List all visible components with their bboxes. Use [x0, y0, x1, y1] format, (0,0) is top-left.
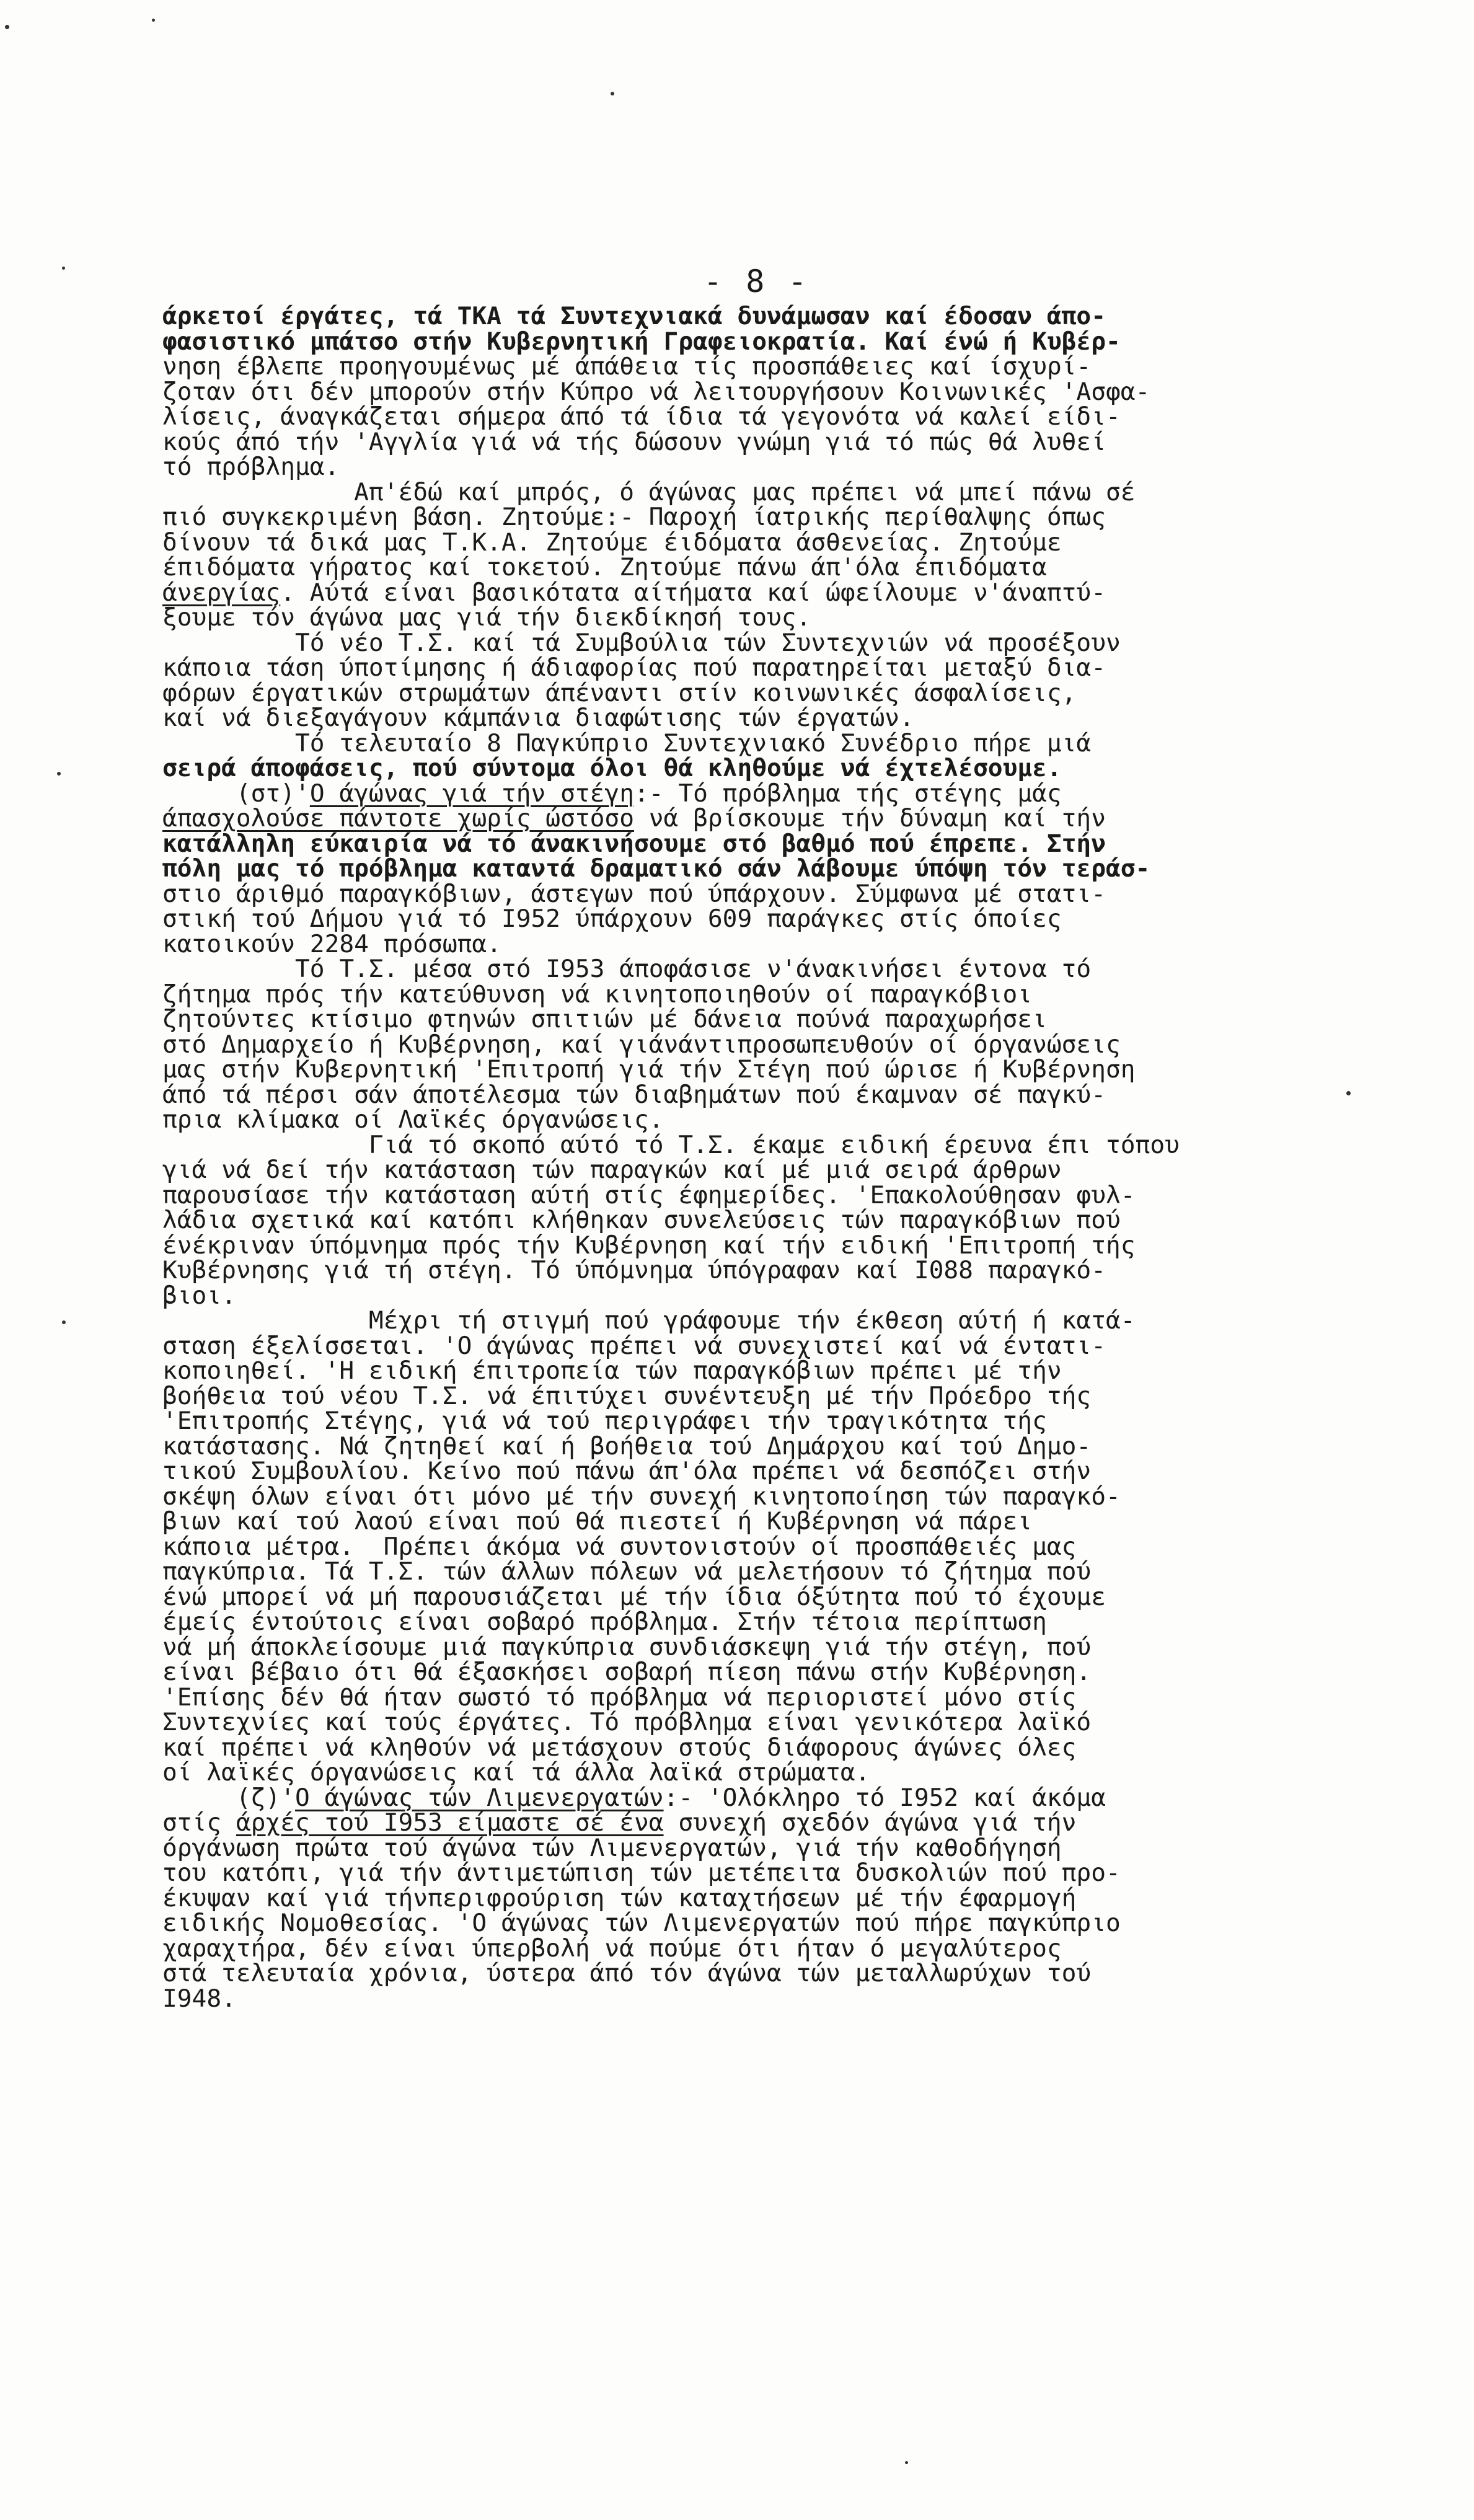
text-line: [162, 1431, 1427, 1461]
text-line: [162, 957, 1427, 982]
text-line: [162, 1057, 1427, 1082]
text-segment: σκέψη όλων είναι ότι μόνο μέ τήν συνεχή κινητοποίηση τών παραγκό-: [162, 1482, 1121, 1511]
text-line: [162, 1660, 1427, 1685]
text-line: [162, 580, 1427, 606]
text-segment: στίς: [162, 1808, 236, 1837]
text-segment: άρχές τού Ι953 είμαστε σέ ένα: [236, 1808, 664, 1837]
text-segment: συνεχή σχεδόν άγώνα γιά τήν: [663, 1808, 1077, 1837]
text-line: [162, 1381, 1427, 1410]
text-segment: :- Τό πρόβλημα τής στέγης μάς: [634, 779, 1062, 808]
text-segment: Ο άγώνας γιά τήν στέγη: [309, 779, 634, 808]
text-segment: έμείς έντούτοις είναι σοβαρό πρόβλημα. Στήν τέτοια περίπτωση: [162, 1607, 1047, 1636]
text-segment: . Αύτά είναι βασικότατα αίτήματα καί ώφείλουμε ν'άναπτύ-: [280, 578, 1106, 607]
text-segment: νά βρίσκουμε τήν δύναμη καί τήν: [634, 804, 1106, 833]
text-line: [162, 856, 1427, 882]
text-line: [162, 1936, 1427, 1961]
scan-speck: [62, 267, 65, 270]
text-line: [162, 1358, 1427, 1384]
text-segment: πόλη μας τό πρόβλημα καταντά δραματικό σάν λάβουμε ύπόψη τόν τεράσ-: [162, 854, 1150, 883]
text-segment: ξουμε τόν άγώνα μας γιά τήν διεκδίκησή τους.: [162, 603, 811, 632]
text-line: [162, 1833, 1427, 1862]
text-segment: βοήθεια τού νέου Τ.Σ. νά έπιτύχει συνέντευξη μέ τήν Πρόεδρο τής: [162, 1381, 1092, 1410]
text-line: [162, 655, 1427, 681]
text-segment: στό Δημαρχείο ή Κυβέρνηση, καί γιάνάντιπροσωπευθούν οί όργανώσεις: [162, 1030, 1121, 1059]
text-line: [162, 831, 1427, 857]
text-segment: Ο άγώνας τών Λιμενεργατών: [295, 1783, 664, 1812]
text-line: [162, 1208, 1427, 1233]
text-line: [162, 1986, 1427, 2012]
text-segment: Απ'έδώ καί μπρός, ό άγώνας μας πρέπει νά μπεί πάνω σέ: [162, 477, 1136, 506]
text-line: [162, 1860, 1427, 1886]
text-line: [162, 1810, 1427, 1836]
text-segment: παρουσίασε τήν κατάσταση αύτή στίς έφημερίδες. 'Επακολούθησαν φυλ-: [162, 1180, 1136, 1209]
text-segment: άρκετοί έργάτες, τά ΤΚΑ τά Συντεχνιακά δυνάμωσαν καί έδοσαν άπο-: [162, 302, 1106, 330]
text-line: [162, 1484, 1427, 1510]
scan-speck: [611, 92, 614, 95]
text-line: [162, 1459, 1427, 1484]
text-segment: λάδια σχετικά καί κατόπι κλήθηκαν συνελεύσεις τών παραγκόβιων πού: [162, 1206, 1121, 1234]
text-line: [162, 1961, 1427, 1986]
text-segment: Τό Τ.Σ. μέσα στό Ι953 άποφάσισε ν'άνακινήσει έντονα τό: [162, 955, 1092, 983]
text-line: [162, 454, 1427, 480]
text-segment: κούς άπό τήν 'Αγγλία γιά νά τής δώσουν γνώμη γιά τό πώς θά λυθεί: [162, 427, 1106, 456]
text-line: [162, 304, 1427, 329]
text-segment: ζητούντες κτίσιμο φτηνών σπιτιών μέ δάνεια πούνά παραχωρήσει: [162, 1005, 1047, 1033]
text-segment: κοποιηθεί. 'Η ειδική έπιτροπεία τών παραγκόβιων πρέπει μέ τήν: [162, 1356, 1062, 1385]
text-line: [162, 781, 1427, 807]
text-segment: 'Επιτροπής Στέγης, γιά νά τού περιγράφει τήν τραγικότητα τής: [162, 1407, 1047, 1435]
scan-speck: [5, 25, 9, 29]
text-segment: Τό νέο Τ.Σ. καί τά Συμβούλια τών Συντεχνιών νά προσέξουν: [162, 628, 1121, 657]
text-segment: ένώ μπορεί νά μή παρουσιάζεται μέ τήν ίδια όξύτητα πού τό έχουμε: [162, 1582, 1106, 1611]
text-segment: κάποια τάση ύποτίμησης ή άδιαφορίας πού παρατηρείται μεταξύ δια-: [162, 653, 1106, 682]
text-line: [162, 1559, 1427, 1585]
text-line: [162, 505, 1427, 530]
text-line: [162, 1157, 1427, 1183]
text-segment: παγκύπρια. Τά Τ.Σ. τών άλλων πόλεων νά μελετήσουν τό ζήτημα πού: [162, 1557, 1092, 1586]
text-segment: 'Επίσης δέν θά ήταν σωστό τό πρόβλημα νά περιοριστεί μόνο στίς: [162, 1682, 1077, 1712]
text-line: [162, 806, 1427, 831]
text-segment: ζήτημα πρός τήν κατεύθυνση νά κινητοποιηθούν οί παραγκόβιοι: [162, 979, 1033, 1009]
text-segment: Γιά τό σκοπό αύτό τό Τ.Σ. έκαμε ειδική έρευνα έπι τόπου: [162, 1130, 1180, 1159]
text-segment: νηση έβλεπε προηγουμένως μέ άπάθεια τίς προσπάθειες καί ίσχυρί-: [162, 352, 1092, 381]
text-line: [162, 1107, 1427, 1133]
text-line: [162, 1032, 1427, 1058]
text-line: [162, 1632, 1427, 1661]
text-segment: είναι βέβαιο ότι θά έξασκήσει σοβαρή πίεση πάνω στήν Κυβέρνηση.: [162, 1658, 1092, 1686]
text-line: [162, 354, 1427, 379]
text-line: [162, 1883, 1427, 1912]
scan-speck: [62, 1320, 66, 1324]
text-line: [162, 530, 1427, 555]
text-segment: βιων καί τού λαού είναι πού θά πιεστεί ή Κυβέρνηση νά πάρει: [162, 1507, 1033, 1536]
text-line: [162, 329, 1427, 355]
text-segment: (ζ)': [162, 1783, 296, 1812]
text-line: [162, 705, 1427, 731]
text-line: [162, 678, 1427, 707]
text-line: [162, 1534, 1427, 1560]
text-line: [162, 756, 1427, 781]
text-segment: άνεργίας: [162, 578, 281, 607]
scan-speck: [905, 2461, 908, 2464]
text-segment: έπιδόματα γήρατος καί τοκετού. Ζητούμε πάνω άπ'όλα έπιδόματα: [162, 553, 1047, 581]
text-segment: κατοικούν 2284 πρόσωπα.: [162, 929, 501, 958]
text-line: [162, 1082, 1427, 1108]
scan-speck: [1346, 1091, 1351, 1095]
text-line: [162, 1682, 1427, 1712]
text-segment: :- 'Ολόκληρο τό Ι952 καί άκόμα: [663, 1783, 1106, 1812]
text-segment: άπό τά πέρσι σάν άποτέλεσμα τών διαβημάτων πού έκαμναν σέ παγκύ-: [162, 1080, 1106, 1109]
text-line: [162, 728, 1427, 758]
text-segment: ένέκριναν ύπόμνημα πρός τήν Κυβέρνηση καί τήν ειδική 'Επιτροπή τής: [162, 1231, 1136, 1260]
page-number: - 8 -: [704, 263, 810, 299]
text-segment: τικού Συμβουλίου. Κείνο πού πάνω άπ'όλα πρέπει νά δεσπόζει στήν: [162, 1457, 1092, 1485]
text-segment: στική τού Δήμου γιά τό Ι952 ύπάρχουν 609 παράγκες στίς όποίες: [162, 904, 1062, 933]
text-segment: (στ)': [162, 779, 310, 808]
text-segment: νά μή άποκλείσουμε μιά παγκύπρια συνδιάσκεψη γιά τήν στέγη, πού: [162, 1632, 1092, 1661]
text-line: [162, 427, 1427, 456]
text-segment: κατάστασης. Νά ζητηθεί καί ή βοήθεια τού Δημάρχου καί τού Δημο-: [162, 1431, 1092, 1461]
text-segment: καί νά διεξαγάγουν κάμπάνια διαφώτισης τών έργατών.: [162, 704, 914, 732]
text-segment: πιό συγκεκριμένη βάση. Ζητούμε:- Παροχή ίατρικής περίθαλψης όπως: [162, 503, 1106, 531]
text-segment: ειδικής Νομοθεσίας. 'Ο άγώνας τών Λιμενεργατών πού πήρε παγκύπριο: [162, 1909, 1121, 1937]
text-segment: μας στήν Κυβερνητική 'Επιτροπή γιά τήν Στέγη πού ώρισε ή Κυβέρνηση: [162, 1055, 1136, 1084]
text-segment: ζοταν ότι δέν μπορούν στήν Κύπρο νά λειτουργήσουν Κοινωνικές 'Ασφα-: [162, 377, 1150, 406]
text-line: [162, 1233, 1427, 1258]
text-line: [162, 1609, 1427, 1635]
text-segment: γιά νά δεί τήν κατάσταση τών παραγκών καί μέ μιά σειρά άρθρων: [162, 1156, 1062, 1184]
text-segment: δίνουν τά δικά μας Τ.Κ.Α. Ζητούμε έιδόματα άσθενείας. Ζητούμε: [162, 528, 1062, 557]
text-line: [162, 1130, 1427, 1159]
text-segment: του κατόπι, γιά τήν άντιμετώπιση τών μετέπειτα δυσκολιών πού προ-: [162, 1859, 1121, 1887]
text-segment: στιο άριθμό παραγκόβιων, άστεγων πού ύπάρχουν. Σύμφωνα μέ στατι-: [162, 879, 1106, 908]
body-text: [162, 304, 1427, 2011]
text-segment: στά τελευταία χρόνια, ύστερα άπό τόν άγώνα τών μεταλλωρύχων τού: [162, 1959, 1092, 1987]
text-segment: Μέχρι τή στιγμή πού γράφουμε τήν έκθεση αύτή ή κατά-: [162, 1306, 1136, 1335]
text-line: [162, 1408, 1427, 1434]
text-line: [162, 906, 1427, 932]
text-segment: λίσεις, άναγκάζεται σήμερα άπό τά ίδια τά γεγονότα νά καλεί είδι-: [162, 402, 1121, 431]
text-segment: καί πρέπει νά κληθούν νά μετάσχουν στούς διάφορους άγώνες όλες: [162, 1733, 1077, 1762]
text-segment: τό πρόβλημα.: [162, 453, 340, 481]
text-segment: βιοι.: [162, 1281, 236, 1310]
text-segment: κάποια μέτρα. Πρέπει άκόμα νά συντονιστούν οί προσπάθειές μας: [162, 1532, 1077, 1561]
text-segment: Τό τελευταίο 8 Παγκύπριο Συντεχνιακό Συνέδριο πήρε μιά: [162, 728, 1092, 758]
text-segment: οί λαϊκές όργανώσεις καί τά άλλα λαϊκά στρώματα.: [162, 1758, 870, 1787]
text-line: [162, 1710, 1427, 1735]
text-line: [162, 555, 1427, 580]
text-line: [162, 1509, 1427, 1534]
text-line: [162, 477, 1427, 506]
scan-speck: [152, 19, 155, 22]
text-segment: Συντεχνίες καί τούς έργάτες. Τό πρόβλημα είναι γενικότερα λαϊκό: [162, 1708, 1092, 1736]
text-segment: όργάνωση πρώτα τού άγώνα τών Λιμενεργατών, γιά τήν καθοδήγησή: [162, 1833, 1062, 1862]
text-segment: χαραχτήρα, δέν είναι ύπερβολή νά πούμε ότι ήταν ό μεγαλύτερος: [162, 1934, 1062, 1963]
text-line: [162, 1760, 1427, 1785]
text-line: [162, 404, 1427, 430]
text-line: [162, 605, 1427, 630]
text-line: [162, 1007, 1427, 1032]
text-line: [162, 1582, 1427, 1611]
text-line: [162, 1180, 1427, 1209]
text-line: [162, 630, 1427, 656]
text-line: [162, 1785, 1427, 1811]
text-line: [162, 979, 1427, 1009]
text-line: [162, 929, 1427, 958]
text-line: [162, 879, 1427, 908]
text-line: [162, 1911, 1427, 1936]
text-line: [162, 1735, 1427, 1761]
text-segment: Ι948.: [162, 1984, 236, 2013]
text-segment: κατάλληλη εύκαιρία νά τό άνακινήσουμε στό βαθμό πού έπρεπε. Στήν: [162, 829, 1106, 858]
text-line: [162, 1283, 1427, 1309]
text-segment: σταση έξελίσσεται. 'Ο άγώνας πρέπει νά συνεχιστεί καί νά έντατι-: [162, 1331, 1106, 1360]
text-segment: Κυβέρνησης γιά τή στέγη. Τό ύπόμνημα ύπόγραφαν καί Ι088 παραγκό-: [162, 1256, 1106, 1284]
text-line: [162, 379, 1427, 405]
text-line: [162, 1308, 1427, 1333]
text-segment: άπασχολούσε πάντοτε χωρίς ώστόσο: [162, 804, 634, 833]
text-segment: σειρά άποφάσεις, πού σύντομα όλοι θά κληθούμε νά έχτελέσουμε.: [162, 754, 1062, 782]
text-segment: φασιστικό μπάτσο στήν Κυβερνητική Γραφειοκρατία. Καί ένώ ή Κυβέρ-: [162, 327, 1121, 356]
text-line: [162, 1258, 1427, 1283]
text-line: [162, 1333, 1427, 1359]
text-segment: έκυψαν καί γιά τήνπεριφρούριση τών καταχτήσεων μέ τήν έφαρμογή: [162, 1883, 1077, 1912]
text-segment: φόρων έργατικών στρωμάτων άπέναντι στίν κοινωνικές άσφαλίσεις,: [162, 678, 1077, 707]
scan-speck: [57, 772, 61, 776]
text-segment: πρια κλίμακα οί Λαϊκές όργανώσεις.: [162, 1105, 664, 1134]
